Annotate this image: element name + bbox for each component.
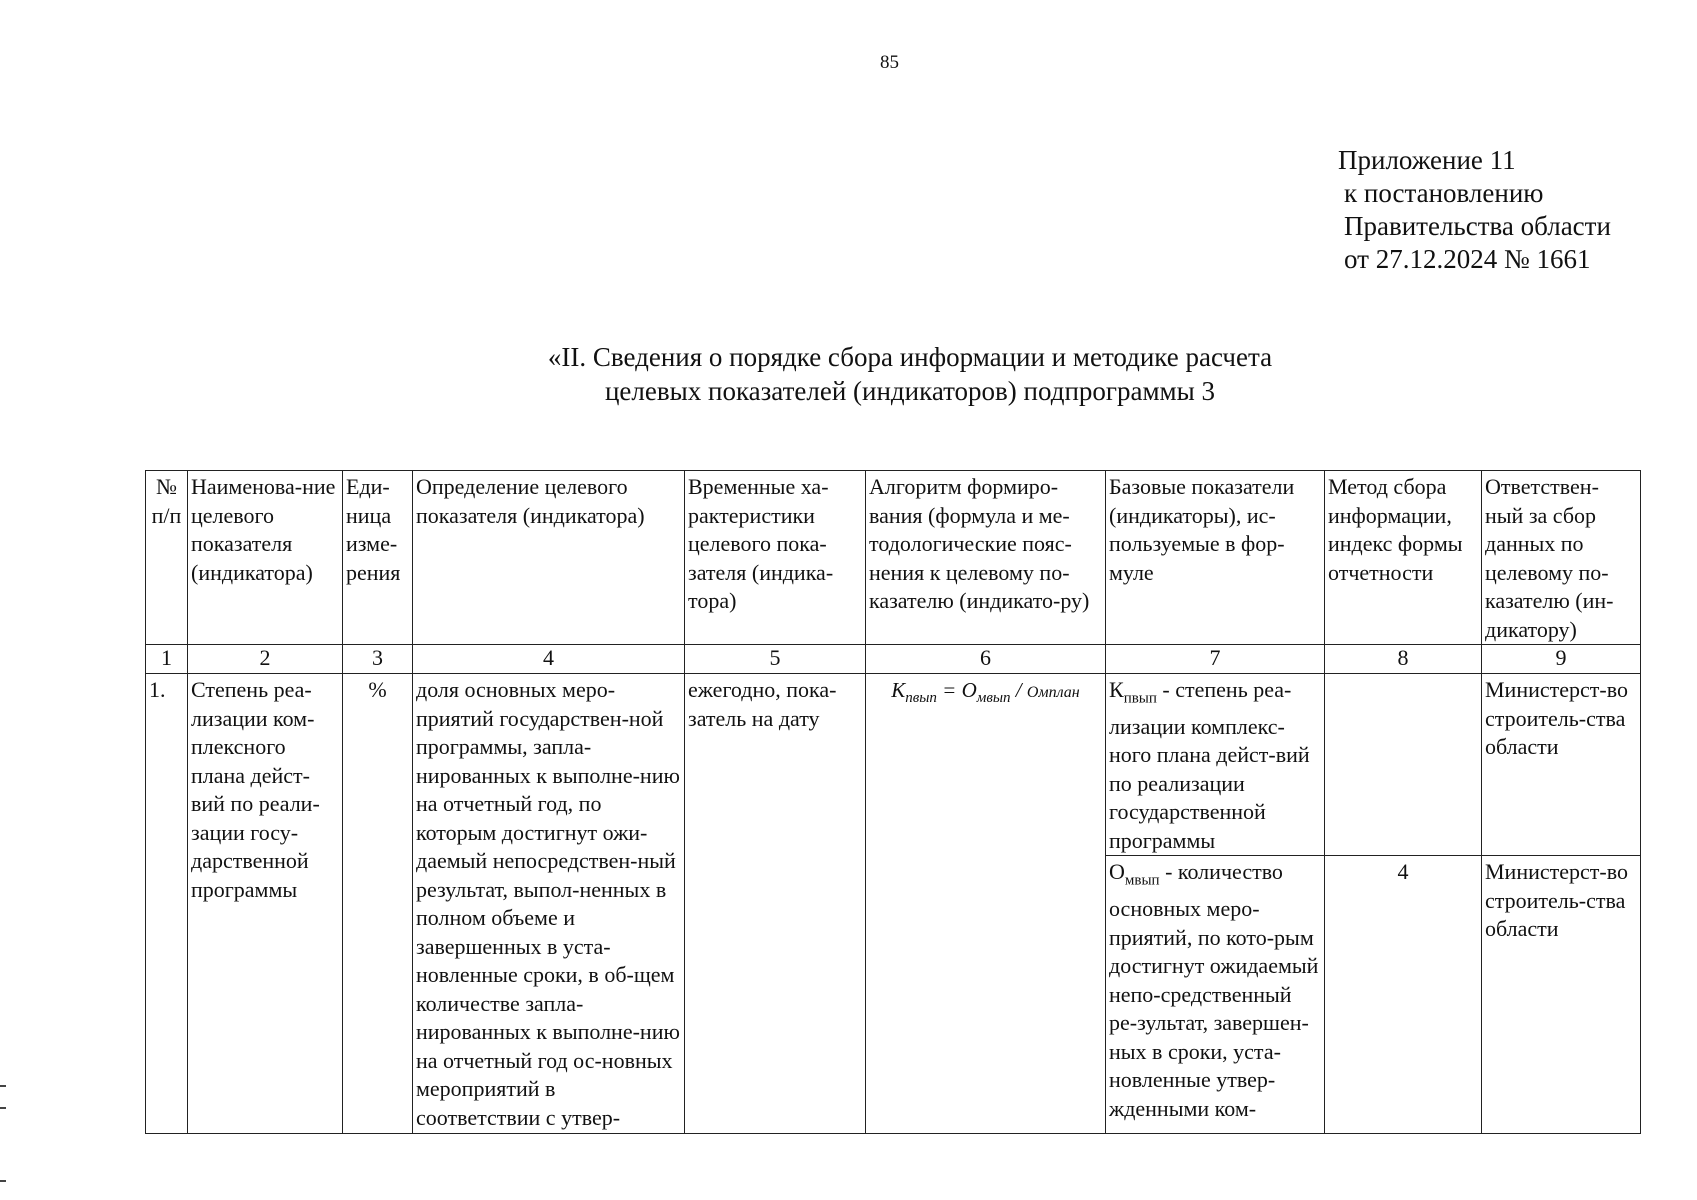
header-cell-responsible: Ответствен-ный за сбор данных по целевому по-казателю (ин-дикатору) xyxy=(1482,471,1641,645)
appendix-line: к постановлению xyxy=(1344,178,1544,208)
base2-text: - количество основных меро-приятий, по кото-рым достигнут ожидаемый непо-средственный ре-зультат, завершен-ных в сроки, уста-новленные утвер-жденными ком- xyxy=(1109,859,1319,1121)
column-number: 5 xyxy=(685,645,866,674)
header-cell-number: № п/п xyxy=(146,471,188,645)
base-indicator-1 xyxy=(1106,674,1325,856)
column-number-row xyxy=(146,645,1641,674)
responsible-2: Министерст-во строитель-ства области xyxy=(1482,856,1641,1134)
indicator-formula xyxy=(866,674,1106,1134)
formula-o-sub: мвып xyxy=(976,690,1011,707)
column-number: 1 xyxy=(146,645,188,674)
base2-sub: мвып xyxy=(1124,872,1160,889)
appendix-line: Приложение 11 xyxy=(1338,145,1516,175)
formula-div: / xyxy=(1010,678,1027,702)
base1-sub: пвып xyxy=(1123,690,1157,707)
indicator-time: ежегодно, пока-затель на дату xyxy=(685,674,866,1134)
formula-o2: Омплан xyxy=(1026,684,1080,701)
header-cell-base: Базовые показатели (индикаторы), ис-пользуемые в фор-муле xyxy=(1106,471,1325,645)
header-cell-time: Временные ха-рактеристики целевого пока-зателя (индика-тора) xyxy=(685,471,866,645)
indicator-unit: % xyxy=(343,674,413,1134)
indicator-definition: доля основных меро-приятий государствен-ной программы, запла-нированных к выполне-нию на отчетный год, по которым достигнут ожи-даемый непосредствен-ный результат, выпол-ненных в полном объеме и завершенных в уста-новленные сроки, в об-щем количестве запла-нированных к выполне-нию на отчетный год ос-новных мероприятий в соответствии с утвер- xyxy=(413,674,685,1134)
appendix-line: от 27.12.2024 № 1661 xyxy=(1344,244,1591,274)
header-cell-algorithm: Алгоритм формиро-вания (формула и ме-тодологические пояс-нения к целевому по-казателю (индикато-ру) xyxy=(866,471,1106,645)
base1-text: - степень реа-лизации комплекс-ного плана дейст-вий по реализации государственной программы xyxy=(1109,677,1310,853)
column-number: 2 xyxy=(188,645,343,674)
header-cell-name: Наименова-ние целевого показателя (индикатора) xyxy=(188,471,343,645)
column-number: 7 xyxy=(1106,645,1325,674)
header-cell-definition: Определение целевого показателя (индикатора) xyxy=(413,471,685,645)
title-line: целевых показателей (индикаторов) подпрограммы 3 xyxy=(604,376,1216,406)
base-indicator-2 xyxy=(1106,856,1325,1134)
header-cell-unit: Еди-ница изме-рения xyxy=(343,471,413,645)
page-number: 85 xyxy=(880,52,899,73)
column-number: 9 xyxy=(1482,645,1641,674)
base1-symbol: К xyxy=(1109,677,1124,702)
formula-k-sub: пвып xyxy=(905,690,937,707)
section-title xyxy=(480,340,1340,408)
formula xyxy=(869,676,1102,713)
margin-mark xyxy=(0,1085,6,1109)
responsible-1: Министерст-во строитель-ства области xyxy=(1482,674,1641,856)
column-number: 8 xyxy=(1325,645,1482,674)
method-cell-1 xyxy=(1325,674,1482,856)
margin-mark xyxy=(0,1180,6,1182)
base2-symbol: О xyxy=(1109,859,1125,885)
column-number: 4 xyxy=(413,645,685,674)
appendix-block xyxy=(1338,144,1611,276)
appendix-line: Правительства области xyxy=(1344,211,1611,241)
title-line: «II. Сведения о порядке сбора информации и методике расчета xyxy=(547,342,1273,372)
column-number: 6 xyxy=(866,645,1106,674)
table-row xyxy=(146,674,1641,856)
table-header-row xyxy=(146,471,1641,645)
header-cell-method: Метод сбора информации, индекс формы отчетности xyxy=(1325,471,1482,645)
indicator-name: Степень реа-лизации ком-плексного плана дейст-вий по реали-зации госу-дарственной программы xyxy=(188,674,343,1134)
formula-k: К xyxy=(891,678,906,702)
formula-eq: = О xyxy=(936,678,977,702)
method-cell-2: 4 xyxy=(1325,856,1482,1134)
column-number: 3 xyxy=(343,645,413,674)
indicators-table xyxy=(145,470,1641,1134)
row-number: 1. xyxy=(146,674,188,1134)
